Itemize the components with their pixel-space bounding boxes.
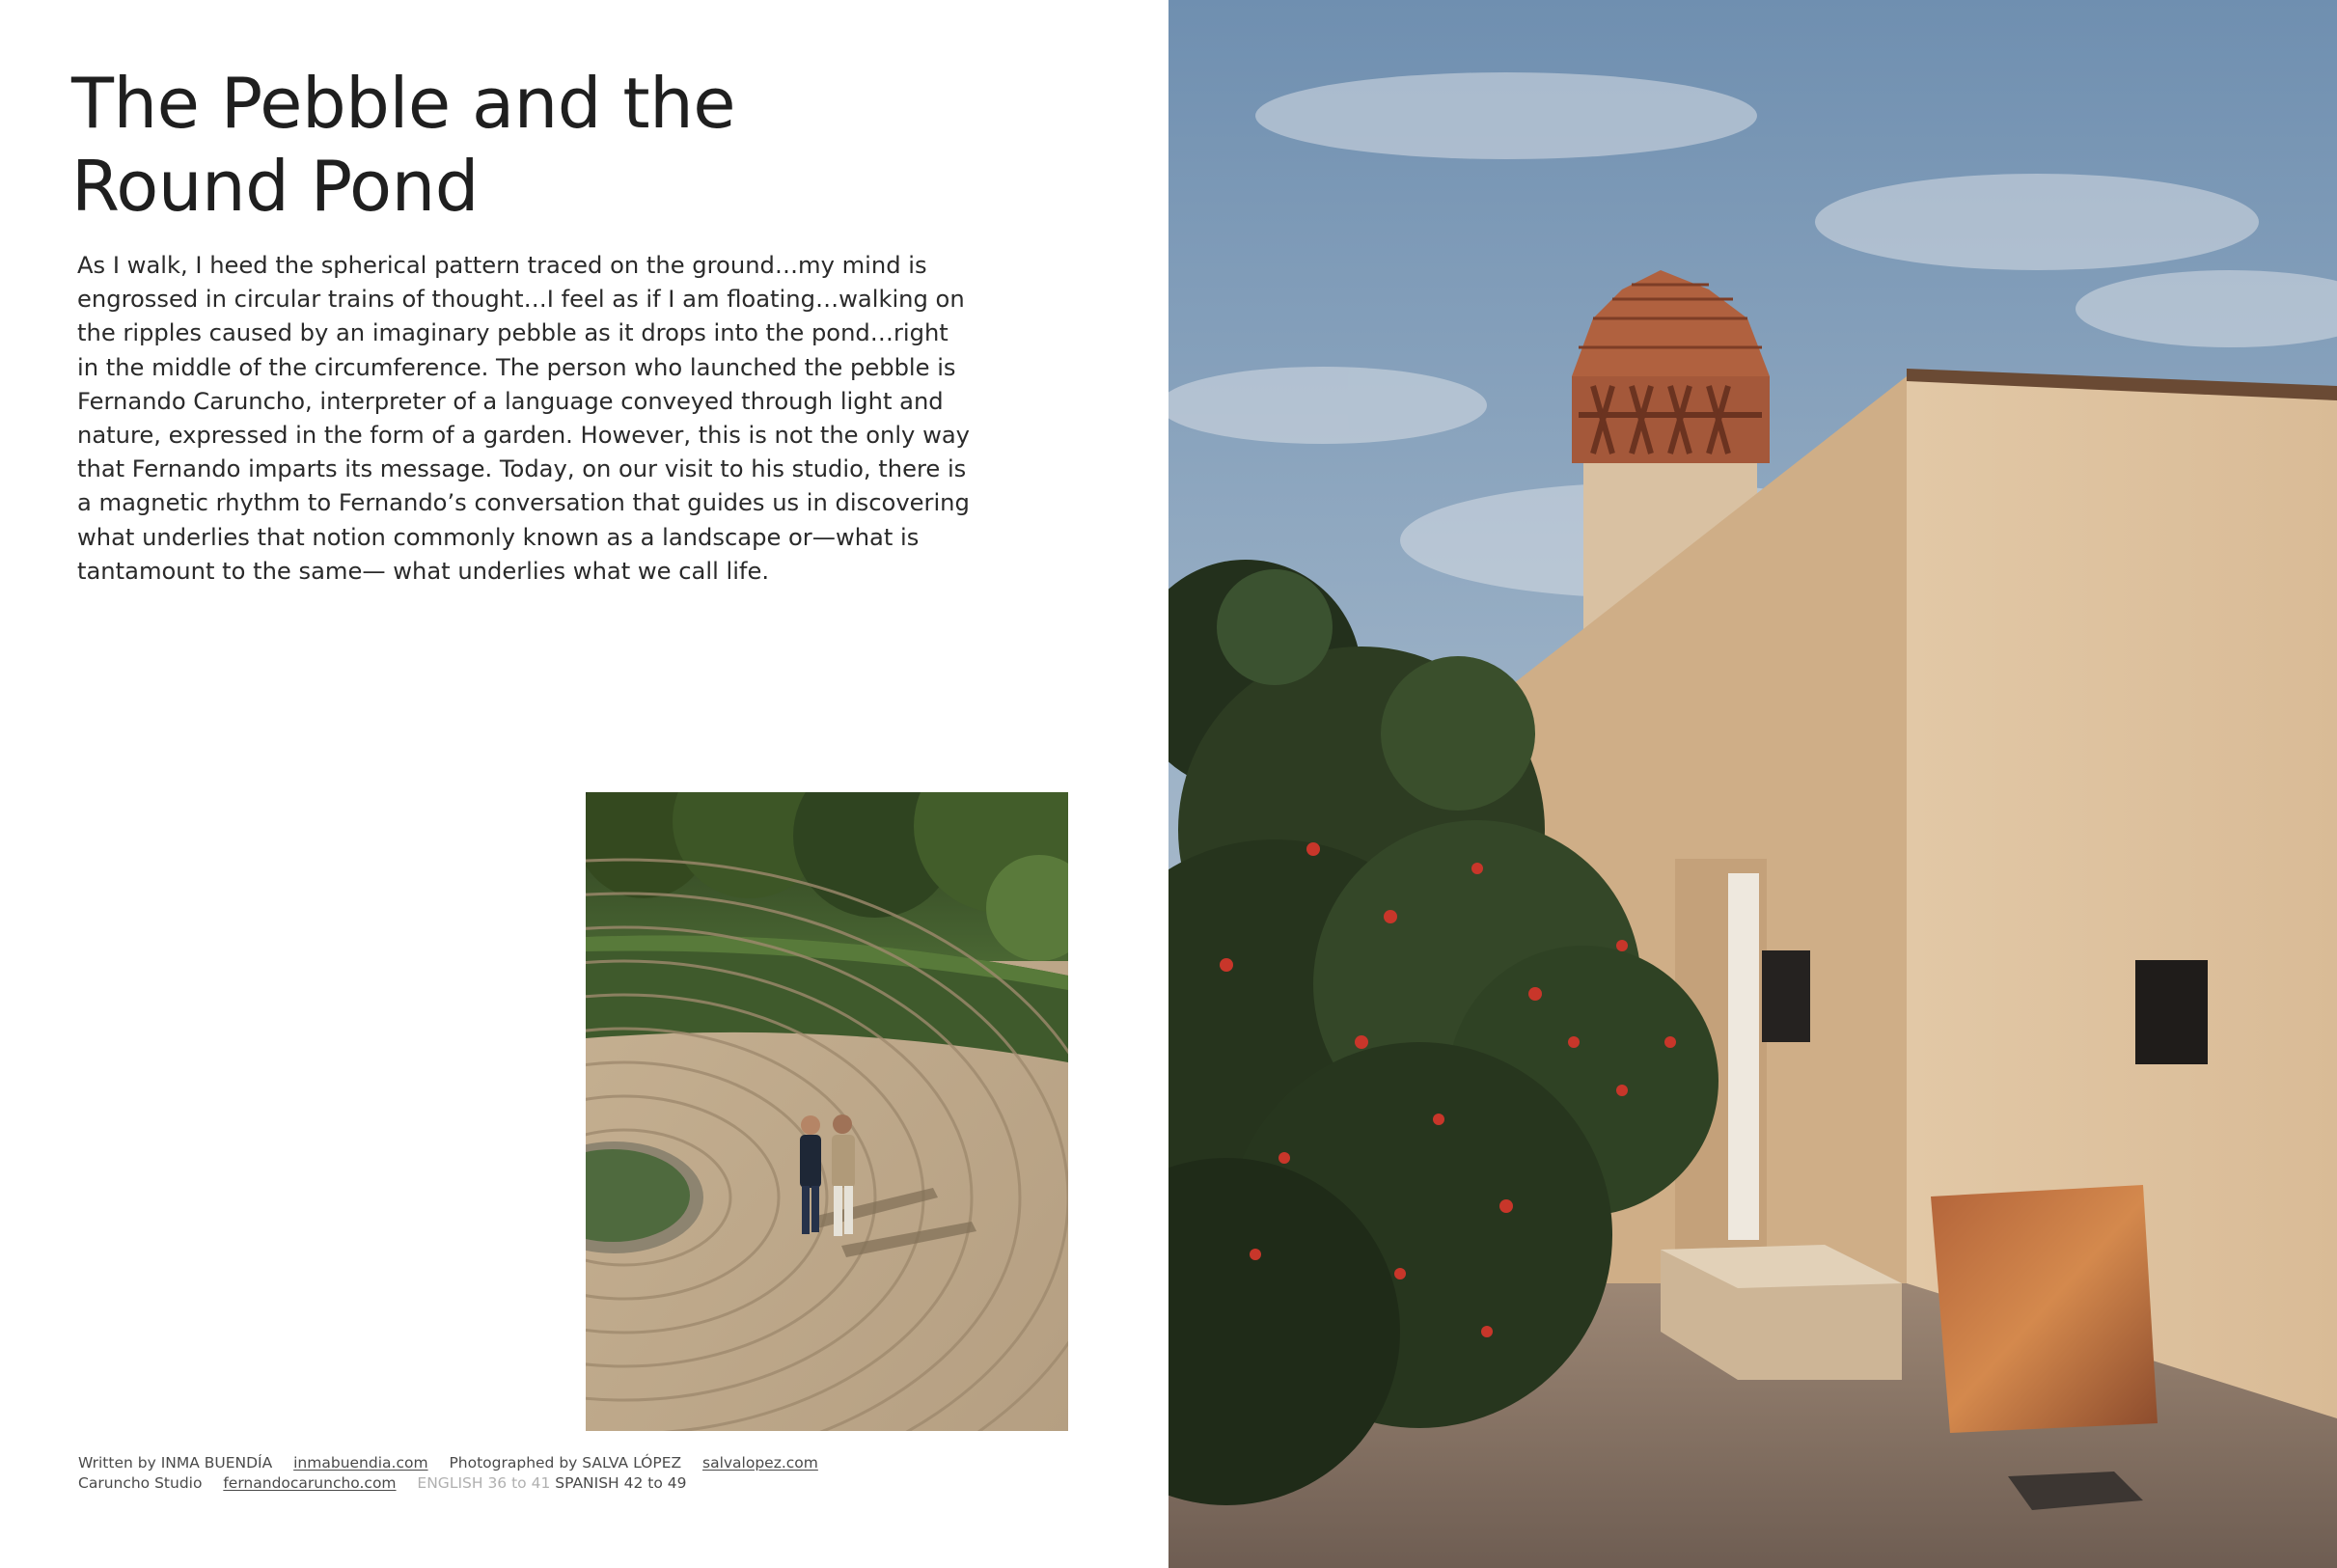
house-with-chimney-photo — [1168, 0, 2337, 1568]
intro-line: that Fernando imparts its message. Today, on our visit to his studio, there is — [77, 455, 967, 483]
studio-link[interactable]: fernandocaruncho.com — [223, 1474, 397, 1492]
intro-paragraph — [77, 249, 970, 589]
title-line: Round Pond — [71, 146, 479, 227]
photographer-credit: Photographed by SALVA LÓPEZ — [449, 1454, 682, 1472]
intro-line: tantamount to the same— what underlies what we call life. — [77, 557, 770, 585]
photographer-link[interactable]: salvalopez.com — [702, 1454, 818, 1472]
credits-line-1 — [78, 1453, 1140, 1473]
credits-line-2 — [78, 1473, 1140, 1494]
intro-line: Fernando Caruncho, interpreter of a language conveyed through light and — [77, 387, 944, 415]
intro-line: nature, expressed in the form of a garden. However, this is not the only way — [77, 422, 970, 450]
intro-line: the ripples caused by an imaginary pebble as it drops into the pond…right — [77, 319, 949, 347]
studio-credit: Caruncho Studio — [78, 1474, 203, 1492]
english-pages: ENGLISH 36 to 41 — [417, 1474, 551, 1492]
writer-credit: Written by INMA BUENDÍA — [78, 1454, 273, 1472]
title-line: The Pebble and the — [71, 63, 736, 144]
intro-line: engrossed in circular trains of thought…I feel as if I am floating…walking on — [77, 286, 965, 314]
intro-line: in the middle of the circumference. The person who launched the pebble is — [77, 353, 956, 381]
writer-link[interactable]: inmabuendia.com — [293, 1454, 428, 1472]
article-title — [71, 62, 940, 228]
intro-line: what underlies that notion commonly known as a landscape or—what is — [77, 523, 920, 551]
spanish-pages: SPANISH 42 to 49 — [555, 1474, 687, 1492]
credits — [78, 1453, 1140, 1494]
intro-line: As I walk, I heed the spherical pattern traced on the ground…my mind is — [77, 252, 927, 279]
garden-spiral-aerial-photo — [586, 792, 1068, 1431]
left-page — [0, 0, 1168, 1568]
intro-line: a magnetic rhythm to Fernando’s conversation that guides us in discovering — [77, 489, 970, 517]
